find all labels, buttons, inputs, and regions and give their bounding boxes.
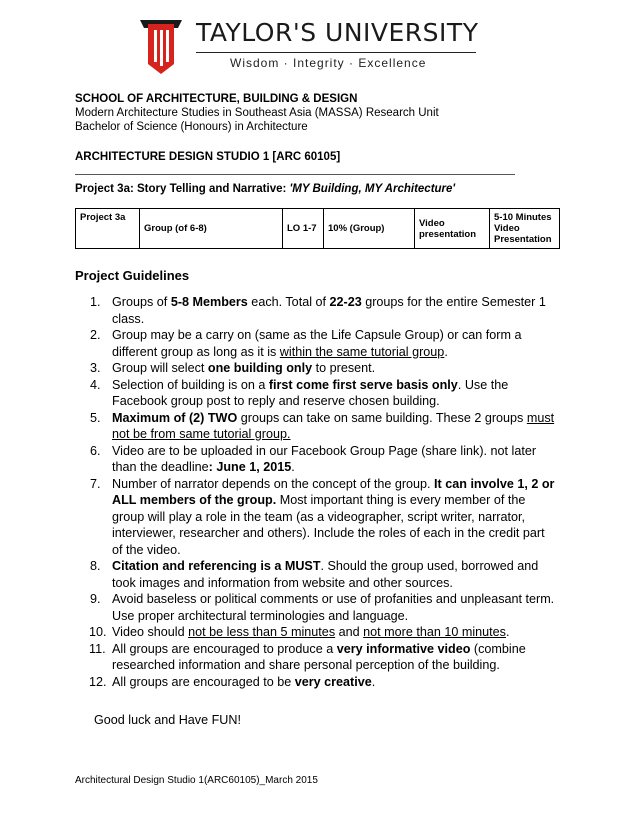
list-number: 3. — [90, 361, 101, 375]
list-text: first come first serve basis only — [268, 377, 458, 392]
list-item — [75, 624, 555, 641]
studio-title: ARCHITECTURE DESIGN STUDIO 1 [ARC 60105] — [75, 151, 341, 163]
list-number: 11. — [89, 641, 106, 656]
list-text: . Use the Facebook group post to reply and reserve chosen building. — [112, 377, 509, 408]
table-cell-weight: 10% (Group) — [324, 209, 415, 249]
list-item — [75, 674, 555, 691]
list-number: 12. — [89, 674, 107, 689]
page-footer: Architectural Design Studio 1(ARC60105)_March 2015 — [75, 775, 318, 786]
list-text: not more than 10 minutes — [363, 625, 506, 639]
list-text: Maximum of (2) TWO — [112, 410, 238, 425]
list-number: 5. — [90, 410, 101, 425]
list-text: : June 1, 2015 — [208, 460, 292, 474]
list-text: . — [291, 460, 295, 474]
list-text: All groups are encouraged to be — [112, 674, 295, 689]
list-text: 5-8 Members — [170, 295, 248, 309]
list-item — [75, 360, 555, 377]
list-text: not be less than 5 minutes — [188, 625, 336, 639]
list-text: (combine researched information and share personal perception of the building. — [112, 641, 526, 672]
project-label: Project 3a: Story Telling and Narrative: — [75, 183, 290, 195]
list-text: Avoid baseless or political comments or use of profanities and unpleasant term. Use proper architectural terminologies and language. — [112, 592, 555, 623]
list-text: Group may be a carry on (same as the Life Capsule Group) or can form a different group as long as it is — [112, 328, 522, 359]
list-text: Most important thing is every member of the group will play a role in the team (as a videographer, script writer, narrator, interviewer, researcher and others). Include the roles of each in the credit part of the video. — [112, 493, 545, 557]
list-text: one building only — [207, 361, 313, 375]
table-cell-project: Project 3a — [76, 209, 140, 249]
guidelines-title: Project Guidelines — [75, 268, 190, 283]
list-text: to present. — [312, 361, 376, 375]
list-number: 6. — [90, 443, 101, 458]
list-text: must not be from same tutorial group. — [112, 410, 555, 441]
list-text: Video are to be uploaded in our Facebook Group Page (share link). not later than the deadline — [112, 443, 537, 474]
list-text: very creative — [294, 674, 372, 689]
table-cell-format: Video presentation — [415, 209, 490, 249]
logo-title: TAYLOR'S UNIVERSITY — [196, 18, 479, 47]
list-text: and — [335, 625, 364, 639]
list-text: each. Total of — [247, 295, 330, 309]
table-row — [76, 209, 560, 249]
logo-divider — [196, 52, 476, 53]
list-number: 8. — [90, 559, 101, 573]
list-text: groups can take on same building. These 2 groups — [237, 410, 527, 425]
project-heading — [75, 183, 455, 195]
table-cell-duration: 5-10 Minutes Video Presentation — [490, 209, 560, 249]
list-item — [75, 410, 555, 443]
project-title: 'MY Building, MY Architecture' — [289, 183, 456, 195]
list-text: very informative video — [336, 641, 471, 656]
list-number: 4. — [90, 377, 101, 392]
list-text: Group will select — [112, 361, 208, 375]
list-text: Number of narrator depends on the concept of the group. — [112, 476, 435, 491]
list-number: 7. — [90, 476, 101, 491]
list-text: Groups of — [112, 295, 171, 309]
list-text: . — [444, 344, 448, 359]
document-header — [75, 92, 439, 134]
list-number: 10. — [89, 625, 107, 639]
list-text: . — [505, 625, 510, 639]
list-number: 9. — [90, 592, 101, 606]
list-text: groups for the entire Semester 1 class. — [112, 295, 546, 326]
list-text: 22-23 — [329, 295, 362, 309]
logo-tagline: Wisdom · Integrity · Excellence — [230, 56, 427, 70]
list-item — [75, 591, 555, 624]
list-item — [75, 476, 555, 559]
list-item — [75, 443, 555, 476]
table-cell-lo: LO 1-7 — [283, 209, 324, 249]
list-text: . — [371, 674, 376, 689]
programme-name: Bachelor of Science (Honours) in Architecture — [75, 121, 308, 133]
list-text: All groups are encouraged to produce a — [112, 641, 337, 656]
list-item — [75, 377, 555, 410]
list-item — [75, 558, 555, 591]
list-text: Selection of building is on a — [112, 377, 269, 392]
list-number: 2. — [90, 328, 101, 342]
crest-icon — [138, 14, 184, 76]
list-text: It can involve 1, 2 or ALL members of the group. — [112, 476, 555, 507]
university-logo — [138, 14, 478, 80]
list-text: . Should the group used, borrowed and took images and information from website and other sources. — [112, 559, 539, 590]
list-text: Citation and referencing is a MUST — [112, 559, 321, 573]
list-item — [75, 294, 555, 327]
school-name: SCHOOL OF ARCHITECTURE, BUILDING & DESIGN — [75, 93, 358, 105]
research-unit: Modern Architecture Studies in Southeast Asia (MASSA) Research Unit — [75, 107, 439, 119]
table-cell-group: Group (of 6-8) — [140, 209, 283, 249]
divider — [75, 174, 515, 175]
list-item — [75, 327, 555, 360]
guidelines-list — [75, 294, 555, 690]
list-text: within the same tutorial group — [279, 344, 445, 359]
project-info-table — [75, 208, 560, 249]
list-item — [75, 641, 555, 674]
closing-note: Good luck and Have FUN! — [94, 713, 241, 727]
list-number: 1. — [90, 295, 101, 309]
list-text: Video should — [112, 625, 189, 639]
